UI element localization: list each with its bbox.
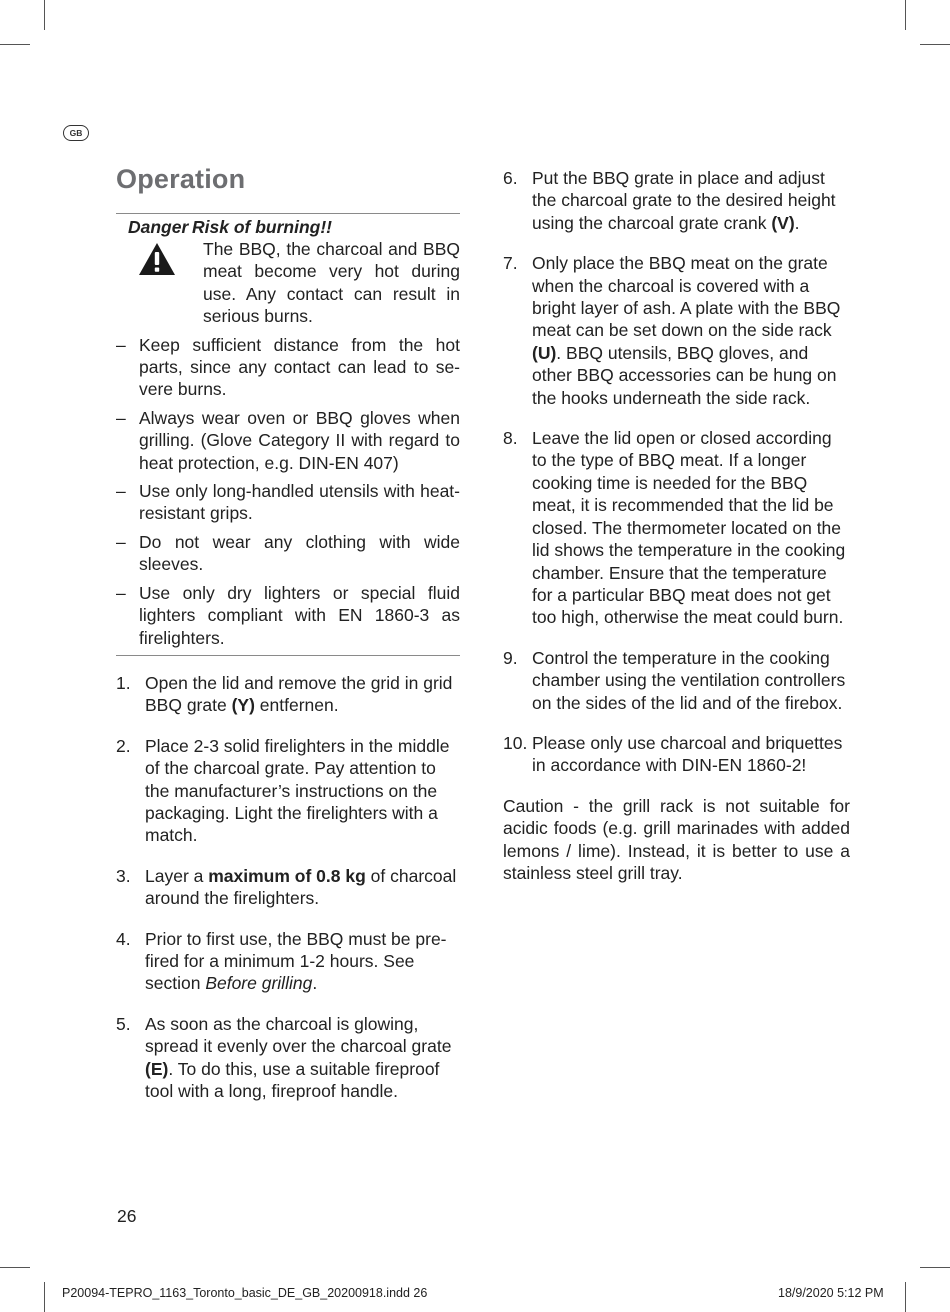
list-item: – Do not wear any clothing with wide sleeves. xyxy=(116,531,460,575)
crop-mark xyxy=(905,0,906,30)
crop-mark xyxy=(44,1282,45,1312)
danger-label: Danger xyxy=(128,217,189,237)
page-title: Operation xyxy=(116,164,246,194)
crop-mark xyxy=(920,1267,950,1268)
divider xyxy=(116,655,460,656)
step-item: 3. Layer a maximum of 0.8 kg of charcoal around the firelighters. xyxy=(116,865,457,909)
left-column xyxy=(116,213,460,1120)
step-item: 7. Only place the BBQ meat on the grate when the charcoal is covered with a bright layer of ash. A plate with the BBQ meat can be set down on the side rack (U). BBQ utensils, BBQ gloves, and other BBQ accessories can be hung on the hooks underneath the side rack. xyxy=(503,253,841,408)
list-item: – Use only long-handled utensils with heat-resistant grips. xyxy=(116,481,460,524)
steps-list-left xyxy=(116,672,460,1103)
crop-mark xyxy=(0,1267,30,1268)
step-item: 10. Please only use charcoal and briquettes in accordance with DIN-EN 1860-2! xyxy=(503,732,843,776)
right-column xyxy=(503,167,850,902)
crop-mark xyxy=(905,1282,906,1312)
step-item: 6. Put the BBQ grate in place and adjust the charcoal grate to the desired height using the charcoal grate crank (V). xyxy=(503,168,836,233)
footer-file-info: P20094-TEPRO_1163_Toronto_basic_DE_GB_20200918.indd 26 xyxy=(62,1286,428,1300)
list-item: – Always wear oven or BBQ gloves when grilling. (Glove Category II with regard to heat protection, e.g. DIN-EN 407) xyxy=(116,407,460,473)
warning-triangle-icon xyxy=(138,242,176,276)
crop-mark xyxy=(0,44,30,45)
step-item: 5. As soon as the charcoal is glowing, spread it evenly over the charcoal grate (E). To do this, use a suitable fireproof tool with a long, fireproof handle. xyxy=(116,1013,452,1101)
language-badge: GB xyxy=(63,125,89,141)
danger-heading: Risk of burning!! xyxy=(192,217,332,237)
step-item: 1. Open the lid and remove the grid in grid BBQ grate (Y) entfernen. xyxy=(116,672,453,716)
page-number: 26 xyxy=(117,1206,137,1226)
crop-mark xyxy=(920,44,950,45)
steps-list-right xyxy=(503,167,850,777)
list-item: – Use only dry lighters or special fluid lighters compliant with EN 1860-3 as firelighters. xyxy=(116,582,460,648)
step-item: 4. Prior to first use, the BBQ must be pre-fired for a minimum 1-2 hours. See section Before grilling. xyxy=(116,928,447,994)
step-item: 8. Leave the lid open or closed according to the type of BBQ meat. If a longer cooking time is needed for the BBQ meat, it is recommended that the lid be closed. The thermometer located on the lid shows the temperature in the cooking chamber. Ensure that the temperature for a particular BBQ meat does not get too high, otherwise the meat could burn. xyxy=(503,428,846,628)
safety-list xyxy=(116,334,460,649)
step-item: 2. Place 2-3 solid firelighters in the middle of the charcoal grate. Pay attention to the manufacturer’s instructions on the packaging. Light the firelighters with a match. xyxy=(116,735,450,846)
caution-text: Caution - the grill rack is not suitable for acidic foods (e.g. grill marinades with added lemons / lime). Instead, it is better to use a stainless steel grill tray. xyxy=(503,795,850,883)
danger-text: The BBQ, the charcoal and BBQ meat become very hot during use. Any contact can result in serious burns. xyxy=(203,239,460,327)
list-item: – Keep sufficient distance from the hot parts, since any contact can lead to severe burns. xyxy=(116,334,460,400)
crop-mark xyxy=(44,0,45,30)
footer-date: 18/9/2020 5:12 PM xyxy=(778,1286,884,1300)
danger-warning xyxy=(116,214,460,328)
step-item: 9. Control the temperature in the cooking chamber using the ventilation controllers on the sides of the lid and of the firebox. xyxy=(503,647,846,713)
